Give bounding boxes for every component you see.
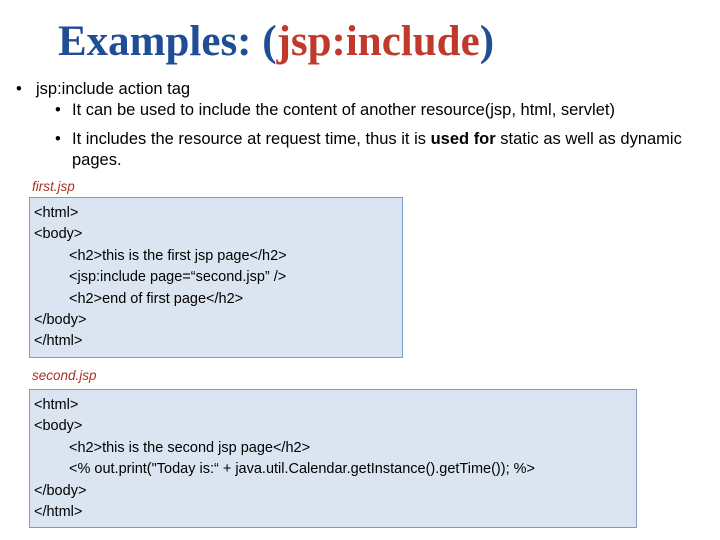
code-line: </body> xyxy=(34,482,87,499)
code-line: </html> xyxy=(34,504,83,521)
code-line: <html> xyxy=(34,397,79,413)
code-line: </body> xyxy=(34,312,87,329)
code-line: <h2>this is the first jsp page</h2> xyxy=(69,247,287,264)
bullet-dot-icon: • xyxy=(16,80,22,98)
bullet-main xyxy=(16,79,706,100)
code-line: <% out.print("Today is:“ + java.util.Calendar.getInstance().getTime()); %> xyxy=(69,461,535,478)
bullet-sub-2-after: static as well as dynamic pages. xyxy=(72,130,682,169)
code-line: </html> xyxy=(34,333,83,350)
bullet-main-text: jsp:include action tag xyxy=(36,80,191,98)
code-box-second-jsp xyxy=(29,389,637,528)
bullet-sub-2-text xyxy=(55,129,695,171)
title-suffix: ) xyxy=(479,18,495,65)
file2-label: second.jsp xyxy=(32,368,97,383)
bullet-sub-2 xyxy=(55,129,695,171)
code-box-first-jsp xyxy=(29,197,403,358)
title-prefix: Examples: ( xyxy=(58,18,277,65)
code-line: <h2>end of first page</h2> xyxy=(69,290,244,307)
bullet-dot-icon: • xyxy=(55,130,61,148)
title-keyword: jsp:include xyxy=(276,18,480,65)
bullet-sub-2-before: It includes the resource at request time, thus it is xyxy=(72,130,431,148)
bullet-sub-1-text: It can be used to include the content of another resource(jsp, html, servlet) xyxy=(72,101,615,119)
bullet-sub-1 xyxy=(55,100,715,121)
code-line: <jsp:include page=“second.jsp” /> xyxy=(69,269,287,286)
code-line: <html> xyxy=(34,205,79,221)
code-line: <body> xyxy=(34,418,83,435)
code-line: <body> xyxy=(34,226,83,243)
bullet-dot-icon: • xyxy=(55,101,61,119)
file1-label: first.jsp xyxy=(32,179,75,194)
bullet-sub-2-bold: used for xyxy=(430,130,496,148)
code-line: <h2>this is the second jsp page</h2> xyxy=(69,439,311,456)
slide-title xyxy=(58,14,494,70)
